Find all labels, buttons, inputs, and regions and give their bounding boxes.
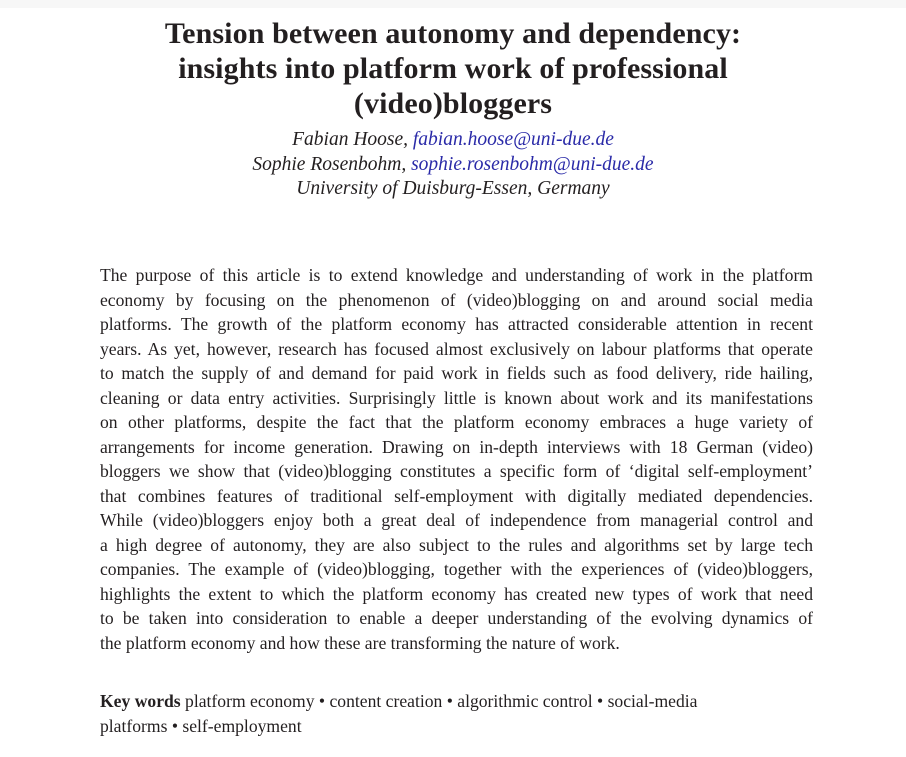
keywords-label: Key words [100, 691, 181, 711]
author-2 [100, 153, 806, 178]
abstract-line: While (video)bloggers enjoy both a great deal of independence from managerial control and [100, 510, 813, 530]
abstract-line: that combines features of traditional self-employment with digitally mediated dependencies. [100, 485, 813, 506]
author-2-name: Sophie Rosenbohm, [252, 153, 407, 175]
abstract-line: to match the supply of and demand for paid work in fields such as food delivery, ride hailing, [100, 363, 813, 383]
author-2-email-link[interactable]: sophie.rosenbohm@uni-due.de [411, 153, 654, 175]
keywords-line-1 [100, 689, 813, 714]
abstract-line: highlights the extent to which the platform economy has created new types of work that need [100, 583, 813, 604]
abstract-line: on other platforms, despite the fact that the platform economy embraces a huge variety of [100, 412, 813, 432]
abstract-line: cleaning or data entry activities. Surprisingly little is known about work and its manifestations [100, 387, 813, 408]
page-top-edge [0, 0, 906, 8]
paper-title [100, 16, 806, 121]
abstract-line: platforms. The growth of the platform economy has attracted considerable attention in recent [100, 314, 813, 334]
title-line-2: insights into platform work of professional [178, 52, 728, 85]
keywords-text-1: platform economy • content creation • algorithmic control • social-media [185, 691, 698, 711]
abstract-line: years. As yet, however, research has focused almost exclusively on labour platforms that operate [100, 338, 813, 359]
author-1-name: Fabian Hoose, [292, 129, 409, 150]
abstract-line: to be taken into consideration to enable a deeper understanding of the evolving dynamics of [100, 608, 813, 628]
abstract [100, 263, 813, 655]
author-block [100, 128, 806, 202]
author-1 [100, 128, 806, 153]
abstract-line: arrangements for income generation. Drawing on in-depth interviews with 18 German (video) [100, 436, 813, 457]
title-line-3: (video)bloggers [353, 87, 553, 120]
keywords [100, 689, 813, 738]
keywords-line-2: platforms • self-employment [100, 715, 302, 736]
abstract-line: economy by focusing on the phenomenon of (video)blogging on and around social media [100, 289, 813, 310]
abstract-line: The purpose of this article is to extend knowledge and understanding of work in the platform [100, 265, 813, 285]
author-1-email-link[interactable]: fabian.hoose@uni-due.de [412, 129, 614, 150]
affiliation: University of Duisburg-Essen, Germany [296, 178, 610, 199]
abstract-line: a high degree of autonomy, they are also subject to the rules and algorithms set by large tech [100, 534, 813, 555]
abstract-line: bloggers we show that (video)blogging constitutes a specific form of ‘digital self-employment’ [100, 461, 813, 481]
abstract-line: the platform economy and how these are transforming the nature of work. [100, 632, 620, 653]
abstract-line: companies. The example of (video)blogging, together with the experiences of (video)bloggers, [100, 559, 813, 579]
title-line-1: Tension between autonomy and dependency: [164, 17, 742, 50]
